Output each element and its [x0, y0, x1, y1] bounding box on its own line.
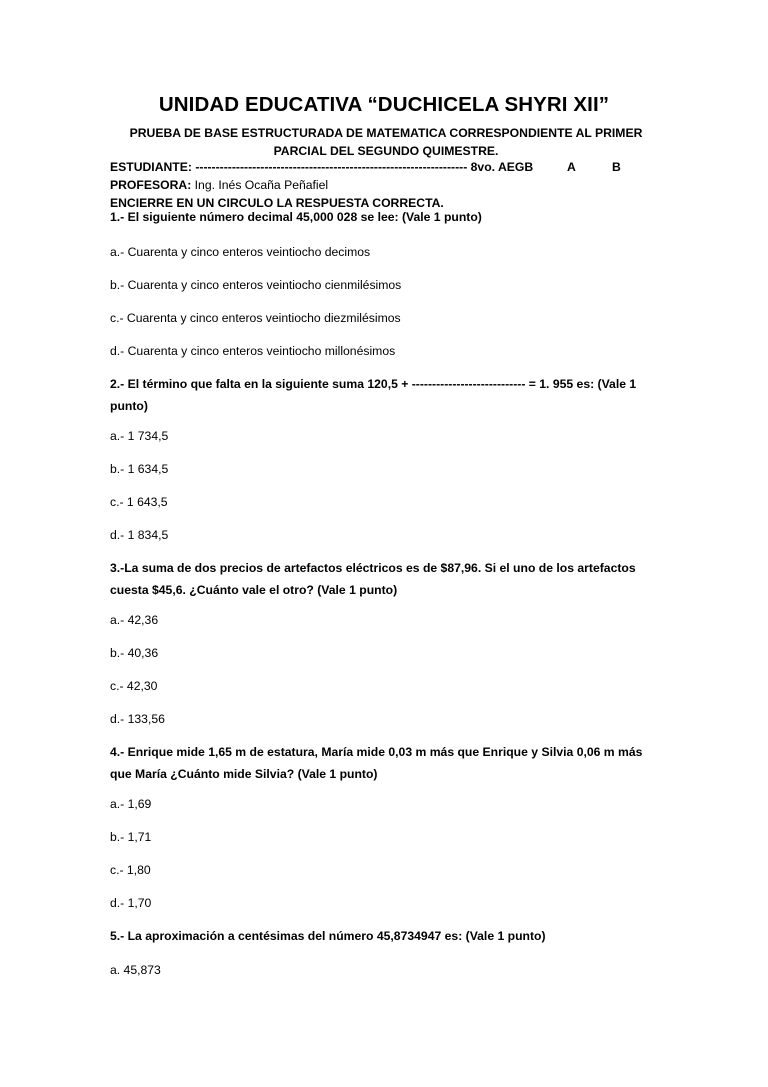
school-title: UNIDAD EDUCATIVA “DUCHICELA SHYRI XII” — [158, 93, 610, 116]
teacher-line — [110, 178, 328, 192]
question-4-option-c: c.- 1,80 — [110, 863, 151, 877]
teacher-name: Ing. Inés Ocaña Peñafiel — [194, 178, 329, 192]
parallel-option-b: B — [612, 160, 621, 174]
question-3: 3.-La suma de dos precios de artefactos eléctricos es de $87,96. Si el uno de los artefactos cuesta $45,6. ¿Cuánto vale el otro? (Vale 1 punto) — [110, 561, 636, 597]
question-3-option-a: a.- 42,36 — [110, 613, 159, 627]
question-5: 5.- La aproximación a centésimas del número 45,8734947 es: (Vale 1 punto) — [110, 929, 546, 943]
question-3-option-d: d.- 133,56 — [110, 712, 165, 726]
question-1-option-d: d.- Cuarenta y cinco enteros veintiocho millonésimos — [110, 344, 396, 358]
question-2: 2.- El término que falta en la siguiente suma 120,5 + ---------------------------- = 1. 955 es: (Vale 1 punto) — [110, 377, 637, 413]
student-label: ESTUDIANTE: — [110, 160, 192, 174]
question-1-option-c: c.- Cuarenta y cinco enteros veintiocho diezmilésimos — [110, 311, 401, 325]
exam-subtitle: PRUEBA DE BASE ESTRUCTURADA DE MATEMATICA CORRESPONDIENTE AL PRIMER PARCIAL DEL SEGUNDO QUIMESTRE. — [129, 126, 643, 158]
teacher-label: PROFESORA: — [110, 178, 192, 192]
student-name-blank: ------------------------------------------------------------------- — [195, 160, 468, 174]
question-4: 4.- Enrique mide 1,65 m de estatura, María mide 0,03 m más que Enrique y Silvia 0,06 m más que María ¿Cuánto mide Silvia? (Vale 1 punto) — [110, 745, 643, 781]
question-1: 1.- El siguiente número decimal 45,000 028 se lee: (Vale 1 punto) — [110, 210, 482, 224]
question-3-option-b: b.- 40,36 — [110, 646, 159, 660]
question-2-option-c: c.- 1 643,5 — [110, 495, 168, 509]
question-1-option-a: a.- Cuarenta y cinco enteros veintiocho decimos — [110, 245, 371, 259]
question-4-option-b: b.- 1,71 — [110, 830, 152, 844]
parallel-option-a: A — [567, 160, 576, 174]
instruction: ENCIERRE EN UN CIRCULO LA RESPUESTA CORRECTA. — [110, 196, 444, 210]
question-4-option-d: d.- 1,70 — [110, 896, 152, 910]
grade-label: 8vo. AEGB — [470, 160, 534, 174]
question-1-option-b: b.- Cuarenta y cinco enteros veintiocho cienmilésimos — [110, 278, 402, 292]
question-2-option-d: d.- 1 834,5 — [110, 528, 169, 542]
question-4-option-a: a.- 1,69 — [110, 797, 152, 811]
student-line — [110, 160, 533, 174]
question-5-option-a: a. 45,873 — [110, 963, 161, 977]
question-2-option-b: b.- 1 634,5 — [110, 462, 169, 476]
question-3-option-c: c.- 42,30 — [110, 679, 158, 693]
question-2-option-a: a.- 1 734,5 — [110, 429, 169, 443]
